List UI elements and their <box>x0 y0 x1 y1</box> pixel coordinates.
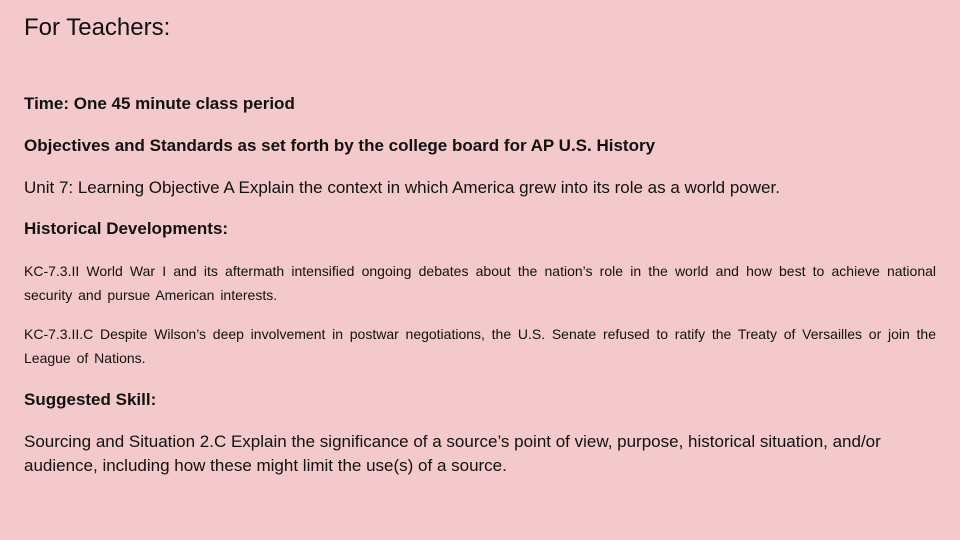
time-line: Time: One 45 minute class period <box>24 94 295 113</box>
kc-7-3-ii-c-text: KC-7.3.II.C Despite Wilson’s deep involvement in postwar negotiations, the U.S. Senate refused to ratify the Treaty of Versailles or join the League of Nations. <box>24 326 936 366</box>
suggested-skill-heading: Suggested Skill: <box>24 390 157 409</box>
historical-developments-heading: Historical Developments: <box>24 219 229 238</box>
unit-objective: Unit 7: Learning Objective A Explain the context in which America grew into its role as a world power. <box>24 178 780 197</box>
kc-7-3-ii-text: KC-7.3.II World War I and its aftermath intensified ongoing debates about the nation’s role in the world and how best to achieve national security and pursue American interests. <box>24 263 936 303</box>
objectives-heading: Objectives and Standards as set forth by the college board for AP U.S. History <box>24 136 656 155</box>
suggested-skill-text: Sourcing and Situation 2.C Explain the significance of a source’s point of view, purpose, historical situation, and/or audience, including how these might limit the use(s) of a source. <box>24 432 881 475</box>
slide-title: For Teachers: <box>24 14 171 41</box>
